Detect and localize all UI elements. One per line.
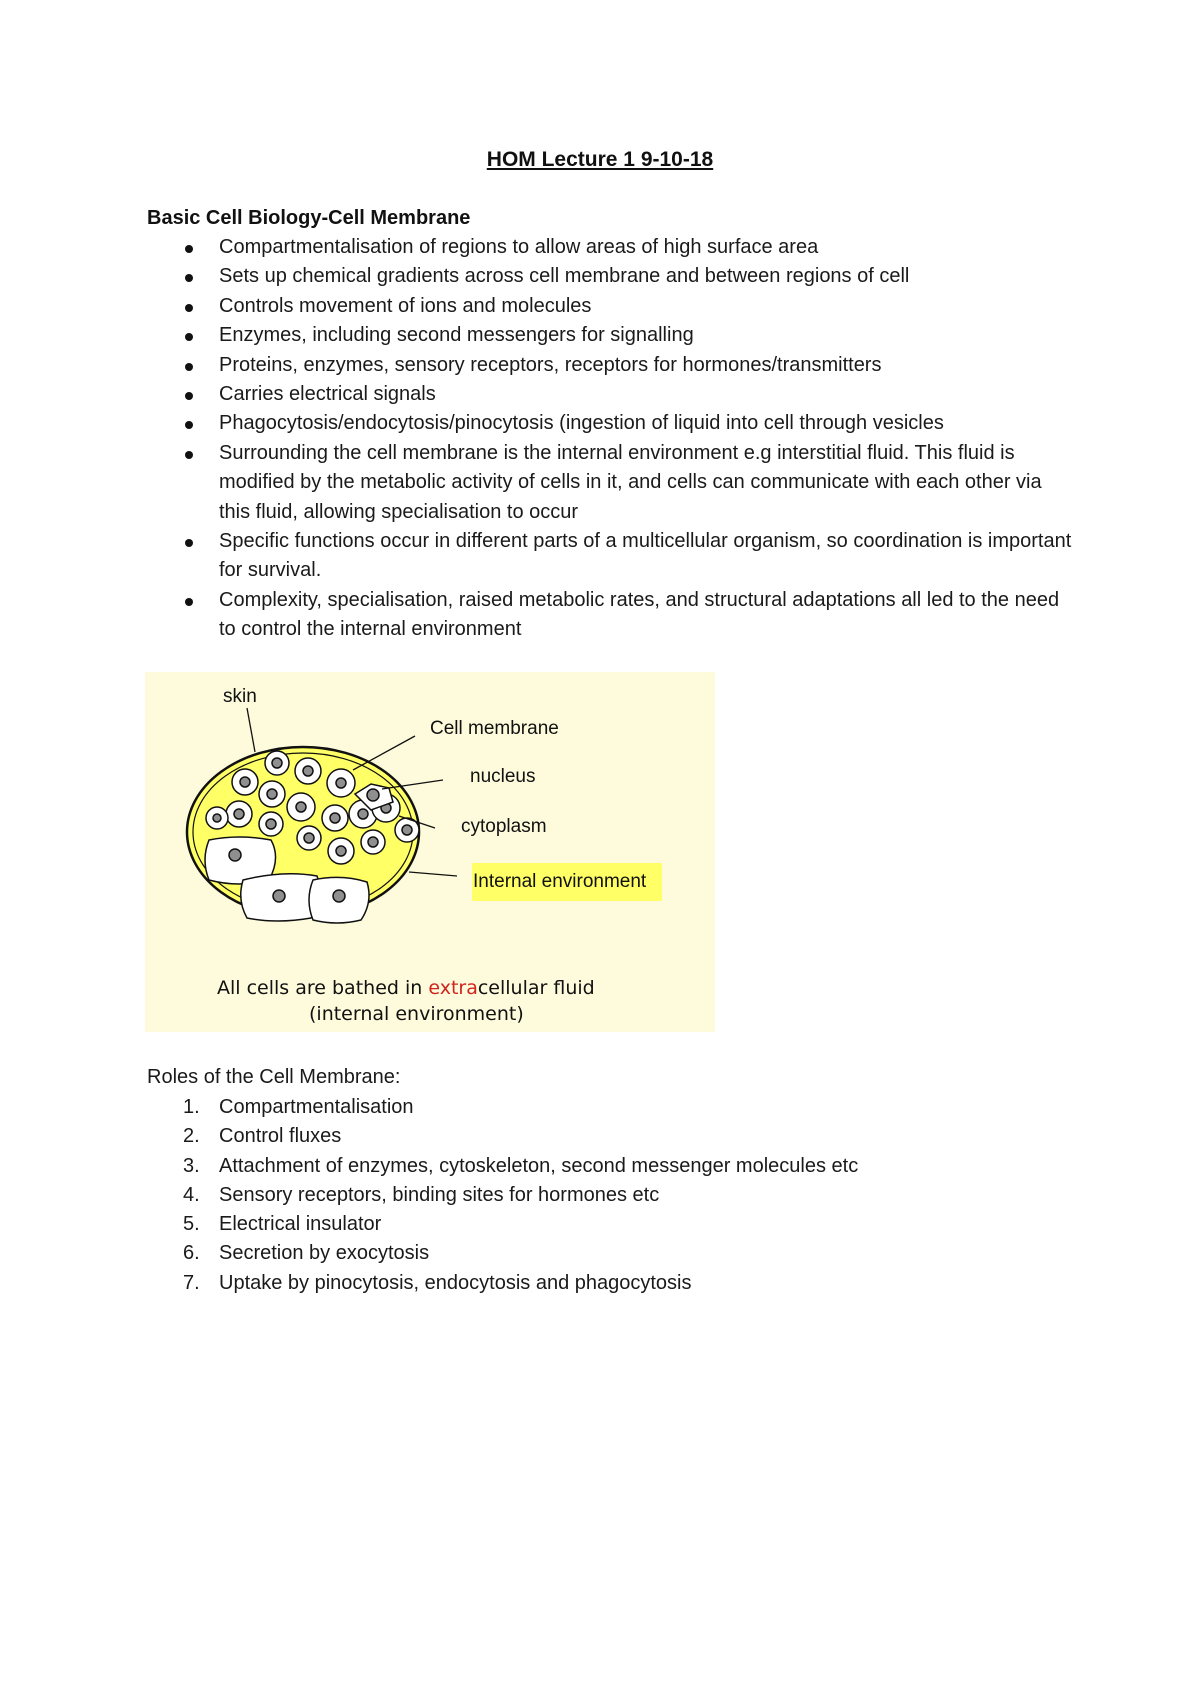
cell-nucleus bbox=[367, 789, 379, 801]
cell-nucleus bbox=[234, 809, 244, 819]
list-item: Carries electrical signals bbox=[147, 380, 1077, 409]
list-item bbox=[147, 1239, 1047, 1268]
list-text: Uptake by pinocytosis, endocytosis and phagocytosis bbox=[219, 1271, 692, 1294]
caption-highlight: extra bbox=[428, 977, 478, 999]
label-cytoplasm: cytoplasm bbox=[461, 816, 547, 837]
list-number: 3. bbox=[183, 1154, 200, 1177]
roles-list bbox=[147, 1093, 1047, 1298]
figure-caption bbox=[217, 977, 595, 999]
cell-diagram bbox=[145, 672, 715, 1032]
label-nucleus: nucleus bbox=[470, 766, 536, 787]
bullet-list bbox=[147, 233, 1077, 645]
cell-nucleus bbox=[303, 766, 313, 776]
label-internal-environment: Internal environment bbox=[473, 871, 647, 892]
cell-nucleus bbox=[267, 789, 277, 799]
list-item: Complexity, specialisation, raised metabolic rates, and structural adaptations all led to the need to control the internal environment bbox=[147, 586, 1077, 645]
list-text: Electrical insulator bbox=[219, 1213, 382, 1236]
list-text: Attachment of enzymes, cytoskeleton, second messenger molecules etc bbox=[219, 1154, 859, 1177]
cell-nucleus bbox=[272, 758, 282, 768]
page-title: HOM Lecture 1 9-10-18 bbox=[486, 148, 714, 171]
cell-nucleus bbox=[336, 778, 346, 788]
list-text: Compartmentalisation bbox=[219, 1096, 414, 1118]
list-item: Compartmentalisation of regions to allow areas of high surface area bbox=[147, 233, 1077, 262]
caption-part1: All cells are bathed in bbox=[217, 977, 429, 999]
label-skin: skin bbox=[223, 686, 257, 707]
list-item bbox=[147, 1152, 1047, 1181]
list-item: Enzymes, including second messengers for signalling bbox=[147, 321, 1077, 350]
section-heading: Basic Cell Biology-Cell Membrane bbox=[147, 207, 471, 229]
cell-nucleus bbox=[296, 802, 306, 812]
list-item: Specific functions occur in different parts of a multicellular organism, so coordination is important for survival. bbox=[147, 527, 1077, 586]
list-number: 7. bbox=[183, 1271, 200, 1294]
list-item bbox=[147, 1181, 1047, 1210]
cell-nucleus bbox=[304, 833, 314, 843]
list-item bbox=[147, 1269, 1047, 1298]
list-text: Secretion by exocytosis bbox=[219, 1242, 430, 1265]
roles-heading: Roles of the Cell Membrane: bbox=[147, 1066, 401, 1088]
figure-caption-line2: (internal environment) bbox=[309, 1003, 524, 1025]
list-number: 5. bbox=[183, 1213, 200, 1236]
cell-nucleus bbox=[336, 846, 346, 856]
cell-diagram-figure bbox=[145, 672, 715, 1032]
internal-env-pointer bbox=[409, 872, 457, 876]
list-item: Surrounding the cell membrane is the internal environment e.g interstitial fluid. This fluid is modified by the metabolic activity of cells in it, and cells can communicate with each other via this fluid, allowing specialisation to occur bbox=[147, 439, 1077, 527]
list-number: 2. bbox=[183, 1125, 200, 1148]
list-text: Sensory receptors, binding sites for hormones etc bbox=[219, 1183, 660, 1206]
label-cell-membrane: Cell membrane bbox=[430, 718, 559, 739]
list-item: Controls movement of ions and molecules bbox=[147, 292, 1077, 321]
cell-nucleus bbox=[358, 809, 368, 819]
cell-nucleus bbox=[368, 837, 378, 847]
cell-nucleus bbox=[273, 890, 285, 902]
cell-nucleus bbox=[240, 777, 250, 787]
list-text: Control fluxes bbox=[219, 1125, 342, 1148]
cell-nucleus bbox=[330, 813, 340, 823]
cell-nucleus bbox=[402, 825, 412, 835]
list-item bbox=[147, 1122, 1047, 1151]
list-number: 1. bbox=[183, 1096, 200, 1118]
list-item bbox=[147, 1093, 1047, 1122]
cell-nucleus bbox=[229, 849, 241, 861]
skin-pointer bbox=[247, 708, 255, 752]
caption-part2: cellular fluid bbox=[477, 977, 595, 999]
cell-nucleus bbox=[333, 890, 345, 902]
list-item: Phagocytosis/endocytosis/pinocytosis (ingestion of liquid into cell through vesicles bbox=[147, 409, 1077, 438]
list-item bbox=[147, 1210, 1047, 1239]
list-item: Sets up chemical gradients across cell membrane and between regions of cell bbox=[147, 262, 1077, 291]
list-item: Proteins, enzymes, sensory receptors, receptors for hormones/transmitters bbox=[147, 351, 1077, 380]
cell-nucleus bbox=[266, 819, 276, 829]
membrane-pointer bbox=[353, 736, 415, 770]
list-number: 6. bbox=[183, 1242, 200, 1265]
cell-nucleus bbox=[213, 814, 221, 822]
list-number: 4. bbox=[183, 1183, 200, 1206]
